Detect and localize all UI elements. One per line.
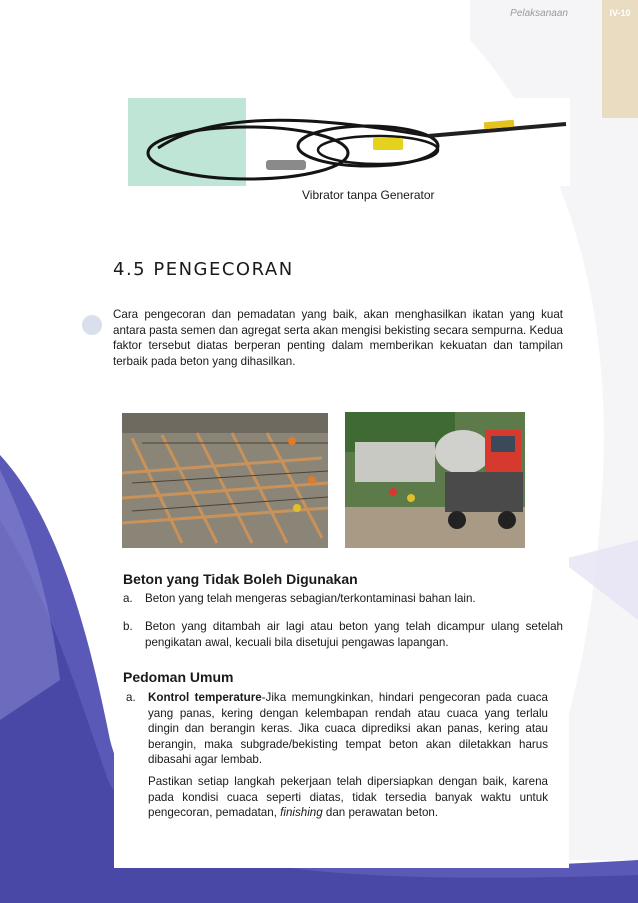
list-marker: a. [123,592,133,605]
section-heading: 4.5 PENGECORAN [113,259,294,280]
intro-paragraph: Cara pengecoran dan pemadatan yang baik, akan menghasilkan ikatan yang kuat antara pasta semen dan agregat serta akan mengisi bekisting secara sempurna. Kedua faktor tersebut diatas berperan penting dalam memberikan kekuatan dan tampilan terbaik pada beton yang dihasilkan. [113,308,563,368]
page-number: IV-10 [609,8,631,18]
list-marker: a. [126,691,136,704]
heading-beton-tidak-boleh: Beton yang Tidak Boleh Digunakan [123,571,358,587]
figure-caption-box [248,186,462,214]
list-marker: b. [123,620,133,633]
paragraph-pastikan [148,774,548,821]
rebar-formwork-photo [122,413,328,548]
vibrator-photo [128,98,570,186]
paragraph-text-before: Pastikan setiap langkah pekerjaan telah dipersiapkan dengan baik, karena pada kondisi cuaca seperti diatas, tidak tersedia banyak waktu untuk pengecoran, pemadatan, [148,775,548,819]
concrete-truck-photo [345,412,525,548]
list-item [123,619,563,650]
figure-caption: Vibrator tanpa Generator [302,188,435,202]
list-item-kontrol-temperature [126,690,548,768]
italic-term: finishing [280,806,323,819]
item-text: -Jika memungkinkan, hindari pengecoran pada cuaca yang panas, kering dengan kelembapan rendah atau cuaca yang terlalu dingin dan berangin keras. Jika cuaca diprediksi akan panas, kering atau berangin, maka subgrade/bekisting tempat beton akan diletakkan harus dibasahi agar lembab. [148,691,548,766]
page-number-tab [602,0,638,118]
logo-watermark [82,315,102,335]
header-section-label: Pelaksanaan [510,8,568,19]
list-item-text: Beton yang ditambah air lagi atau beton yang telah dicampur ulang setelah pengikatan awal, kecuali bila disetujui pengawas lapangan. [145,620,563,649]
heading-pedoman-umum: Pedoman Umum [123,669,234,685]
bold-term: Kontrol temperature [148,691,262,704]
content-box [114,558,569,868]
paragraph-text-after: dan perawatan beton. [322,806,439,819]
list-item [123,591,563,607]
list-item-text: Beton yang telah mengeras sebagian/terkontaminasi bahan lain. [145,592,476,605]
